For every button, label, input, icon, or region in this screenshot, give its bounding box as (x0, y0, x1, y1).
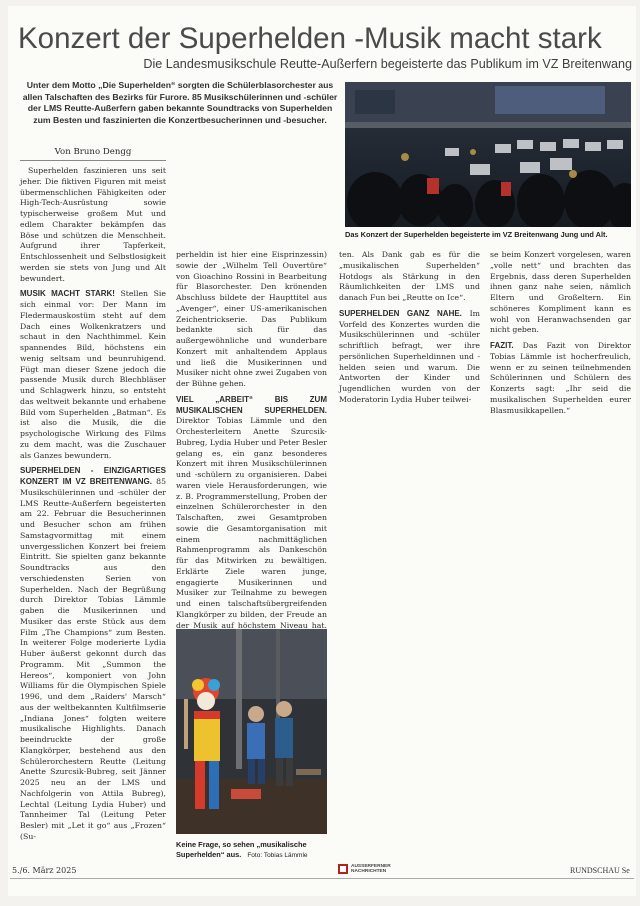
superhero-kids-photo (176, 629, 327, 834)
orchestra-photo-image (345, 82, 631, 227)
article-byline: Von Bruno Dengg (20, 147, 166, 161)
col3-paragraph-2-text: Im Vorfeld des Konzertes wurden die Musikschülerinnen und -schüler schriftlich befragt, wer ihre persönlichen Superheldinnen und -helden seien und warum. Die Antworten der Kinder und Jugendlichen wurden von der Moderatorin Lydia Huber teilwei- (339, 308, 481, 404)
article-headline: Konzert der Superhelden -Musik macht stark (18, 22, 602, 55)
col2-subheading-work: VIEL „ARBEIT“ BIS ZUM MUSIKALISCHEN SUPERHELDEN. (176, 394, 327, 415)
superhero-kids-caption-text: Keine Frage, so sehen „musikalische Superhelden“ aus. (176, 840, 307, 859)
col1-subheading-concert: SUPERHELDEN - EINZIGARTIGES KONZERT IM VZ BREITENWANG. (20, 466, 166, 486)
footer-rule (10, 878, 634, 879)
article-column-1 (20, 166, 166, 848)
superhero-kids-photo-image (176, 629, 327, 834)
col4-subheading-conclusion: FAZIT. (490, 341, 514, 350)
publisher-logo-icon (338, 864, 348, 874)
col1-paragraph-1: Superhelden faszinieren uns seit jeher. Die fiktiven Figuren mit meist übermenschlichen Fähigkeiten oder High-Tech-Ausrüstung sowie typischerweise großem Mut und edlem Charakter bekämpfen das Böse und schützen die Menschheit. Aufgrund ihrer Tapferkeit, Entschlossenheit und Selbstlosigkeit werden sie stets von Jung und Alt bewundert. (20, 166, 166, 283)
col3-subheading-close: SUPERHELDEN GANZ NAHE. (339, 308, 462, 318)
col4-paragraph-2-text: Das Fazit von Direktor Tobias Lämmle ist hocherfreulich, wenn er zu seinen teilnehmenden Schülerinnen und Schülern des Konzerts sagt: „Ihr seid die musikalischen Superhelden eurer Blasmusikkapellen.“ (490, 341, 631, 415)
article-column-4 (490, 250, 631, 421)
photo-credit: Foto: Tobias Lämmle (247, 851, 308, 859)
superhero-kids-photo-caption (176, 840, 330, 860)
col1-paragraph-3-text: 85 Musikschülerinnen und -schüler der LMS Reutte-Außerfern begeisterten am 22. Februar die Besucherinnen und Besucher schon am frühen Samstagvormittag mit einem unvergesslichen Konzert bei freiem Eintritt. Sie spielten ganz bekannte Soundtracks aus den verschiedensten Serien von Superhelden. Nach der Begrüßung durch Direktor Tobias Lämmle gaben die Musikerinnen und Musiker das erste Stück aus dem Film „The Champions“ zum Besten. In weiterer Folge moderierte Lydia Huber äußerst gekonnt durch das Programm. Mit „Summon the Hereos“, komponiert von John Williams für die Olympischen Spiele 1996, und dem „Raiders' Marsch“ aus der weltbekannten Kultfilmserie „Indiana Jones“ folgten weitere musikalische Highlights. Danach beeindruckte der große Klangkörper, bestehend aus den Schülerorchestern Reutte (Leitung Anette Szurcsik-Bubreg, seit Jänner 2025 neu an der LMS und Nachfolgerin von Attila Bubreg), Lechtal (Leitung Lydia Huber) und Tannheimer Tal (Leitung Peter Besler) mit „Let it go“ aus „Frozen“ (Su- (20, 477, 166, 841)
orchestra-photo-caption: Das Konzert der Superhelden begeisterte im VZ Breitenwang Jung und Alt. (345, 230, 608, 239)
col4-paragraph-1: se beim Konzert vorgelesen, waren „volle nett“ und brachten das Ergebnis, dass deren Superhelden ihnen ganz nahe seien, nämlich Eltern und Großeltern. Ein schöneres Kompliment kann es wohl von Heranwachsenden gar nicht geben. (490, 250, 631, 335)
orchestra-photo (345, 82, 631, 227)
issue-date: 5./6. März 2025 (12, 866, 77, 875)
col3-paragraph-1: ten. Als Dank gab es für die „musikalischen Superhelden“ Hotdogs als Stärkung in den Räumlichkeiten der LMS und danach Fun bei „Reutte on Ice“. (339, 250, 480, 302)
section-label: RUNDSCHAU Se (570, 866, 630, 875)
publisher-logo-text: AUSSERFERNER NACHRICHTEN (351, 863, 391, 874)
article-lead: Unter dem Motto „Die Superhelden“ sorgten die Schülerblasorchester aus allen Talschaften des Bezirks für Furore. 85 Musikschülerinnen und -schüler der LMS Reutte-Außerfern gaben bekannte Soundtracks von Superhelden zum Besten und faszinierten die Konzertbesucherinnen und -besucher. (22, 80, 338, 125)
publisher-logo (338, 862, 418, 876)
col1-paragraph-2-text: Stellen Sie sich einmal vor: Der Mann im Fledermauskostüm steht auf dem Dach eines Wolkenkratzers und schaut in den Nachthimmel. Kein spannendes Bild, höchstens ein wenig seltsam und beunruhigend. Fügt man dieser Szene jedoch die passende Musik durch Blechbläser und Schlagwerk hinzu, so entsteht das weltweit bekannte und erhabene Bild vom Superhelden „Batman“. Es ist also die Musik, die die psychologische Wirkung des Films zu dem macht, was die Zuschauer als Ganzes bewundern. (20, 289, 166, 460)
article-column-3 (339, 250, 480, 411)
article-subheadline: Die Landesmusikschule Reutte-Außerfern begeisterte das Publikum im VZ Breitenwang (143, 57, 632, 71)
col2-paragraph-1: perheldin ist hier eine Eisprinzessin) sowie der „Wilhelm Tell Ouvertüre“ von Gioachino Rossini in Bearbeitung für Blasorchester. Den krönenden Abschluss bildete der Haupttitel aus „Avenger“, einer US-amerikanischen Zeichentrickserie. Das Publikum bedankte sich für das außergewöhnliche und wunderbare Konzert mit anhaltendem Applaus und ließ die Musikerinnen und Musiker nicht ohne zwei Zugaben von der Bühne gehen. (176, 250, 327, 388)
col1-subheading-music-makes-strong: MUSIK MACHT STARK! (20, 289, 115, 299)
col2-paragraph-2-text: Direktor Tobias Lämmle und den Orchesterleitern Anette Szurcsik-Bubreg, Lydia Huber und Peter Besler gelang es, ein ganz besonderes Konzert mit ihren Musikschülerinnen und -schülern zu organisieren. Dabei waren viele Herausforderungen, wie z. B. Programmerstellung, Proben der einzelnen Schülerorchester in den Talschaften, zwei Gesamtproben sowie die Gesamtorganisation mit einem nachmittäglichen Rahmenprogramm als Dankeschön für das Mitwirken zu bewältigen. Erklärte Ziele waren junge, engagierte Musikerinnen und Musiker zur Teilnahme zu bewegen und einen talschaftsübergreifenden Klangkörper zu bilden, der Freude an der Musik auf höchstem Niveau hat. (176, 416, 327, 630)
